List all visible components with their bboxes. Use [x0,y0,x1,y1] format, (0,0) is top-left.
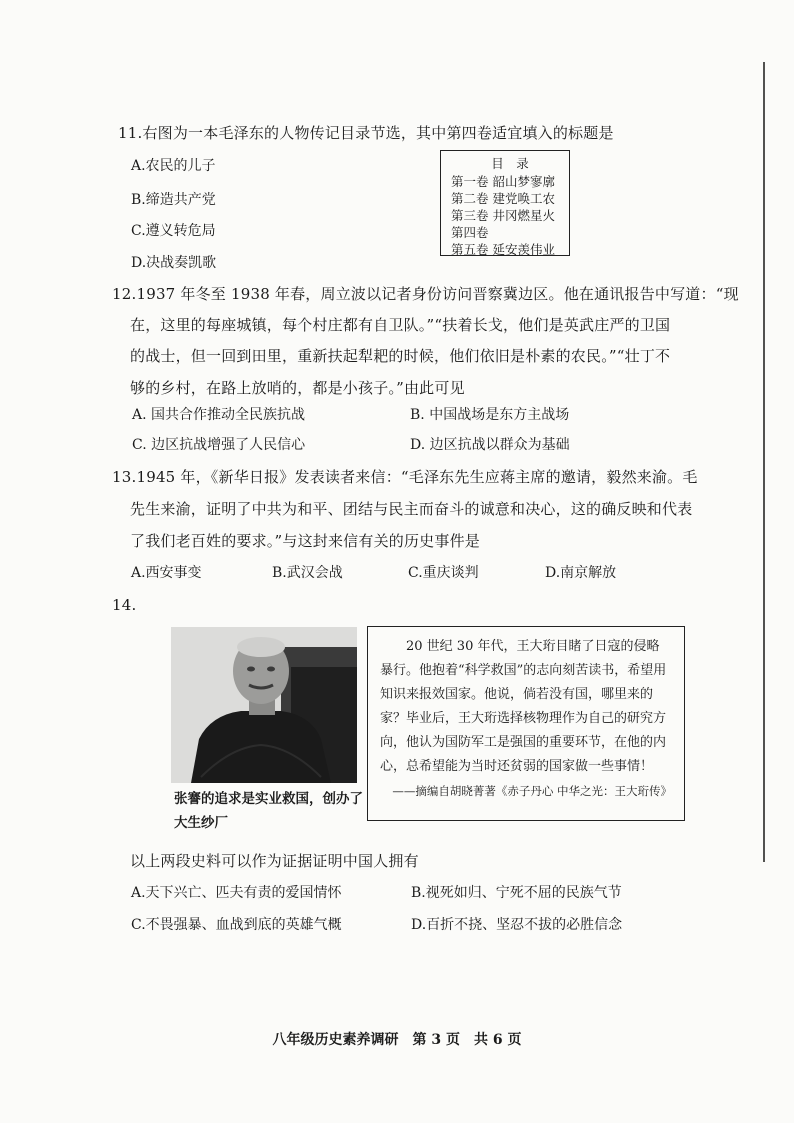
quote-source: ——摘编自胡晓菁著《赤子丹心 中华之光：王大珩传》 [392,784,672,798]
q11-option-d[interactable]: D.决战奏凯歌 [131,255,217,271]
photo-caption: 张謇的追求是实业救国，创办了大生纱厂 [174,791,363,831]
toc-entry: 第二卷 建党唤工农 [451,191,555,206]
q12-option-a[interactable]: A. 国共合作推动全民族抗战 [132,407,306,423]
toc-entry: 第四卷 [451,225,489,240]
q14-number: 14. [112,596,137,614]
q13-line-3: 了我们老百姓的要求。”与这封来信有关的历史事件是 [130,532,480,550]
q14-option-d[interactable]: D.百折不挠、坚忍不拔的必胜信念 [411,917,623,933]
q12-line-3: 的战士，但一回到田里，重新扶起犁耙的时候，他们依旧是朴素的农民。”“壮丁不 [130,347,671,365]
quote-box [367,626,685,821]
q13-line-1: 13.1945 年，《新华日报》发表读者来信：“毛泽东先生应蒋主席的邀请，毅然来渝。毛 [112,468,698,486]
q14-stem: 以上两段史料可以作为证据证明中国人拥有 [130,852,419,870]
q11-stem: 11.右图为一本毛泽东的人物传记目录节选，其中第四卷适宜填入的标题是 [118,124,614,142]
q12-line-2: 在，这里的每座城镇，每个村庄都有自卫队。”“扶着长戈，他们是英武庄严的卫国 [130,316,671,334]
toc-entry: 第五卷 延安羡伟业 [451,242,555,257]
table-of-contents-box [440,150,570,256]
q11-option-a[interactable]: A.农民的儿子 [131,158,216,174]
page-footer: 八年级历史素养调研 第 3 页 共 6 页 [272,1032,522,1048]
q13-option-a[interactable]: A.西安事变 [131,565,202,581]
page-edge-line [763,62,765,862]
q14-option-b[interactable]: B.视死如归、宁死不屈的民族气节 [411,885,622,901]
q14-option-a[interactable]: A.天下兴亡、匹夫有责的爱国情怀 [131,885,342,901]
portrait-illustration [171,627,357,783]
q13-line-2: 先生来渝，证明了中共为和平、团结与民主而奋斗的诚意和决心，这的确反映和代表 [130,500,693,518]
toc-heading: 目 录 [491,156,529,171]
toc-entry: 第三卷 井冈燃星火 [451,208,555,223]
q12-option-b[interactable]: B. 中国战场是东方主战场 [410,407,570,423]
q12-line-4: 够的乡村，在路上放哨的，都是小孩子。”由此可见 [130,379,465,397]
q12-line-1: 12.1937 年冬至 1938 年春，周立波以记者身份访问晋察冀边区。他在通讯报告中写道：“现 [112,285,739,303]
q12-option-c[interactable]: C. 边区抗战增强了人民信心 [132,437,306,453]
q13-option-d[interactable]: D.南京解放 [545,565,617,581]
q13-option-b[interactable]: B.武汉会战 [272,565,343,581]
q11-option-b[interactable]: B.缔造共产党 [131,192,216,208]
q12-option-d[interactable]: D. 边区抗战以群众为基础 [410,437,570,453]
quote-text: 20 世纪 30 年代，王大珩目睹了日寇的侵略暴行。他抱着“科学救国”的志向刻苦读书，希望用知识来报效国家。他说，倘若没有国，哪里来的家？毕业后，王大珩选择核物理作为自己的研究方向，他认为国防军工是强国的重要环节，在他的内心，总希望能为当时还贫弱的国家做一些事情！ [380,639,667,774]
portrait-photo [171,627,357,783]
q14-option-c[interactable]: C.不畏强暴、血战到底的英雄气概 [131,917,342,933]
toc-entry: 第一卷 韶山梦寥廓 [451,174,555,189]
q13-option-c[interactable]: C.重庆谈判 [408,565,479,581]
q11-option-c[interactable]: C.遵义转危局 [131,223,216,239]
